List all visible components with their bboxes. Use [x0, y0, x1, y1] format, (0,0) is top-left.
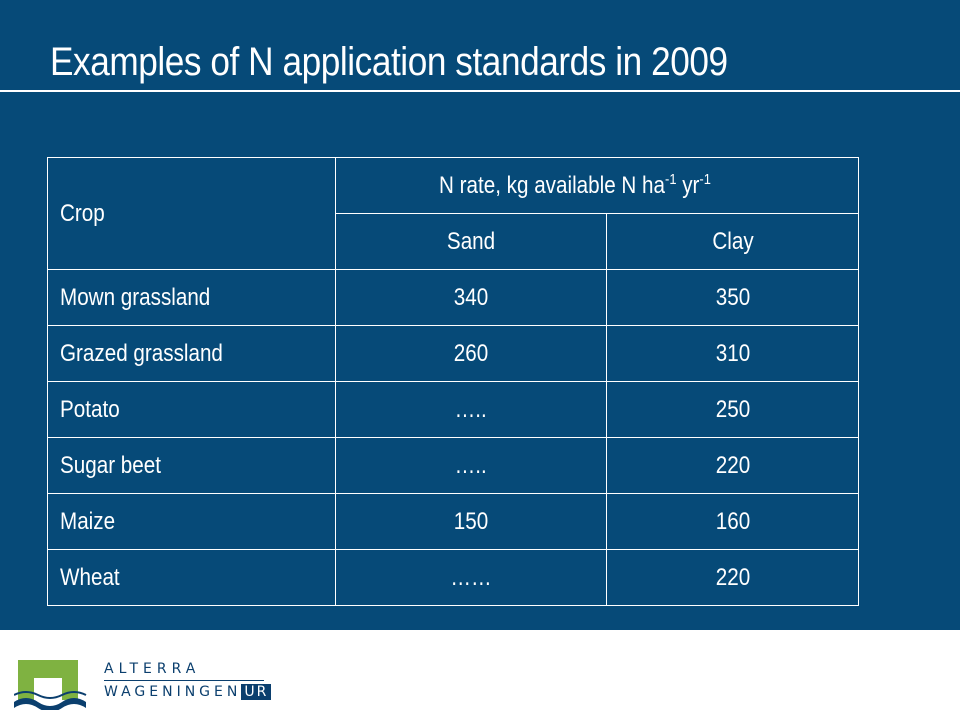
table-row — [48, 326, 859, 382]
cell-crop: Sugar beet — [48, 438, 336, 494]
table-row — [48, 382, 859, 438]
alterra-logo-icon — [14, 654, 104, 710]
cell-crop: Potato — [48, 382, 336, 438]
table-row — [48, 494, 859, 550]
header-clay: Clay — [607, 214, 859, 270]
title-divider — [0, 90, 960, 92]
cell-clay: 220 — [607, 550, 859, 606]
cell-clay: 250 — [607, 382, 859, 438]
cell-crop: Wheat — [48, 550, 336, 606]
cell-crop: Maize — [48, 494, 336, 550]
table-row — [48, 550, 859, 606]
brand-name-wageningen: WAGENINGEN UR — [104, 684, 271, 700]
cell-sand: ….. — [335, 382, 607, 438]
cell-clay: 220 — [607, 438, 859, 494]
table-row — [48, 270, 859, 326]
header-n-rate: N rate, kg available N $ha^{-1}$ $yr^{-1}$ — [335, 158, 858, 214]
cell-crop: Grazed grassland — [48, 326, 336, 382]
cell-crop: Mown grassland — [48, 270, 336, 326]
cell-clay: 350 — [607, 270, 859, 326]
header-crop: Crop — [48, 158, 336, 270]
brand-name-alterra: ALTERRA — [104, 661, 201, 677]
cell-sand: 340 — [335, 270, 607, 326]
table-header-row — [48, 158, 859, 214]
header-sand: Sand — [335, 214, 607, 270]
cell-sand: …… — [335, 550, 607, 606]
brand-divider — [104, 680, 264, 681]
n-standards-table — [47, 157, 859, 606]
brand-ur-box: UR — [241, 684, 271, 700]
cell-clay: 310 — [607, 326, 859, 382]
cell-clay: 160 — [607, 494, 859, 550]
cell-sand: 150 — [335, 494, 607, 550]
table-row — [48, 438, 859, 494]
cell-sand: ….. — [335, 438, 607, 494]
cell-sand: 260 — [335, 326, 607, 382]
slide-title: Examples of N application standards in 2009 — [50, 40, 728, 84]
